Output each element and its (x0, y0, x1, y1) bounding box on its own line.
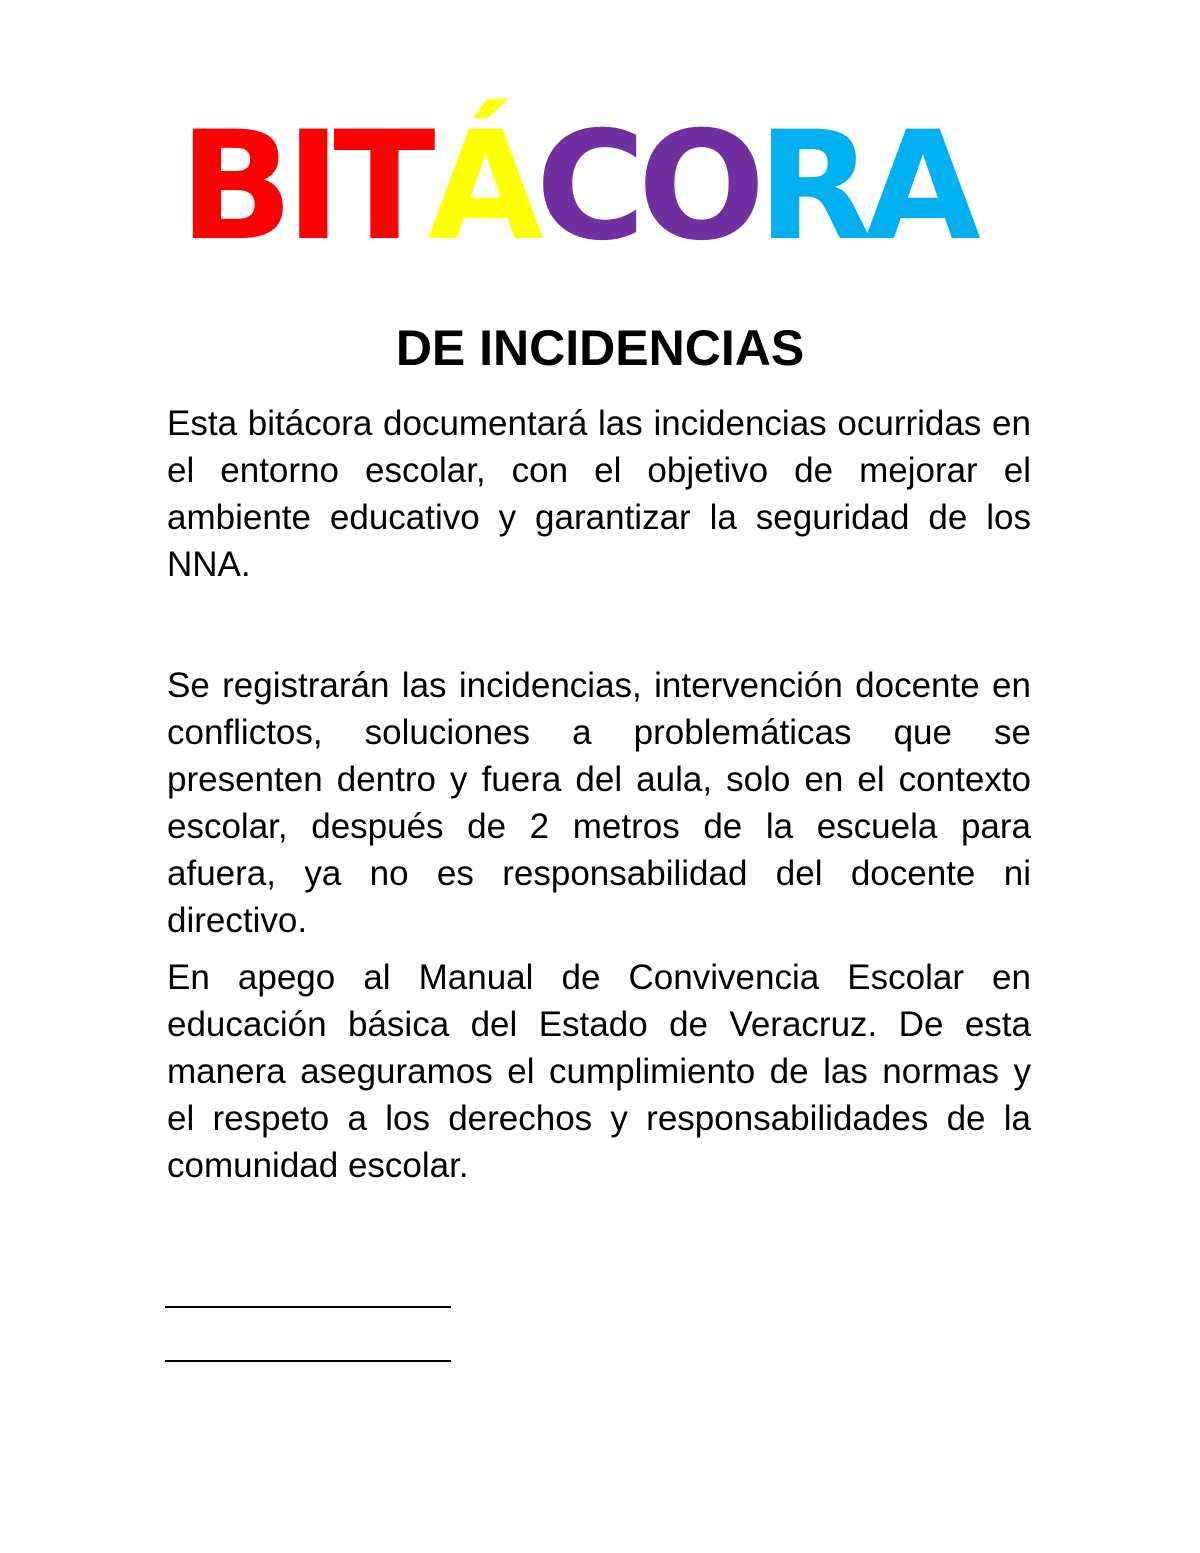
document-title (0, 100, 1152, 274)
document-subtitle: DE INCIDENCIAS (395, 320, 805, 376)
title-letter: T (333, 100, 428, 274)
paragraph-manual: En apego al Manual de Convivencia Escolar en educación básica del Estado de Veracruz. De esta manera aseguramos el cumplimiento de las normas y el respeto a los derechos y responsabilidades de la comunidad escolar. (167, 958, 1031, 1185)
title-letter: B (179, 100, 286, 274)
title-letter: I (285, 100, 334, 274)
paragraph-scope: Se registrarán las incidencias, intervención docente en conflictos, soluciones a problemáticas que se presenten dentro y fuera del aula, solo en el contexto escolar, después de 2 metros de la escuela para afuera, ya no es responsabilidad del docente ni directivo. (167, 666, 1031, 940)
title-letter: C (535, 100, 638, 274)
title-letter: O (637, 100, 758, 274)
title-letter: A (864, 100, 973, 274)
paragraph-intro: Esta bitácora documentará las incidencias ocurridas en el entorno escolar, con el objetivo de mejorar el ambiente educativo y garantizar la seguridad de los NNA. (167, 404, 1031, 584)
title-letter: R (757, 100, 865, 274)
signature-line (165, 1360, 451, 1362)
title-letter: Á (427, 100, 536, 274)
signature-line (165, 1306, 451, 1308)
